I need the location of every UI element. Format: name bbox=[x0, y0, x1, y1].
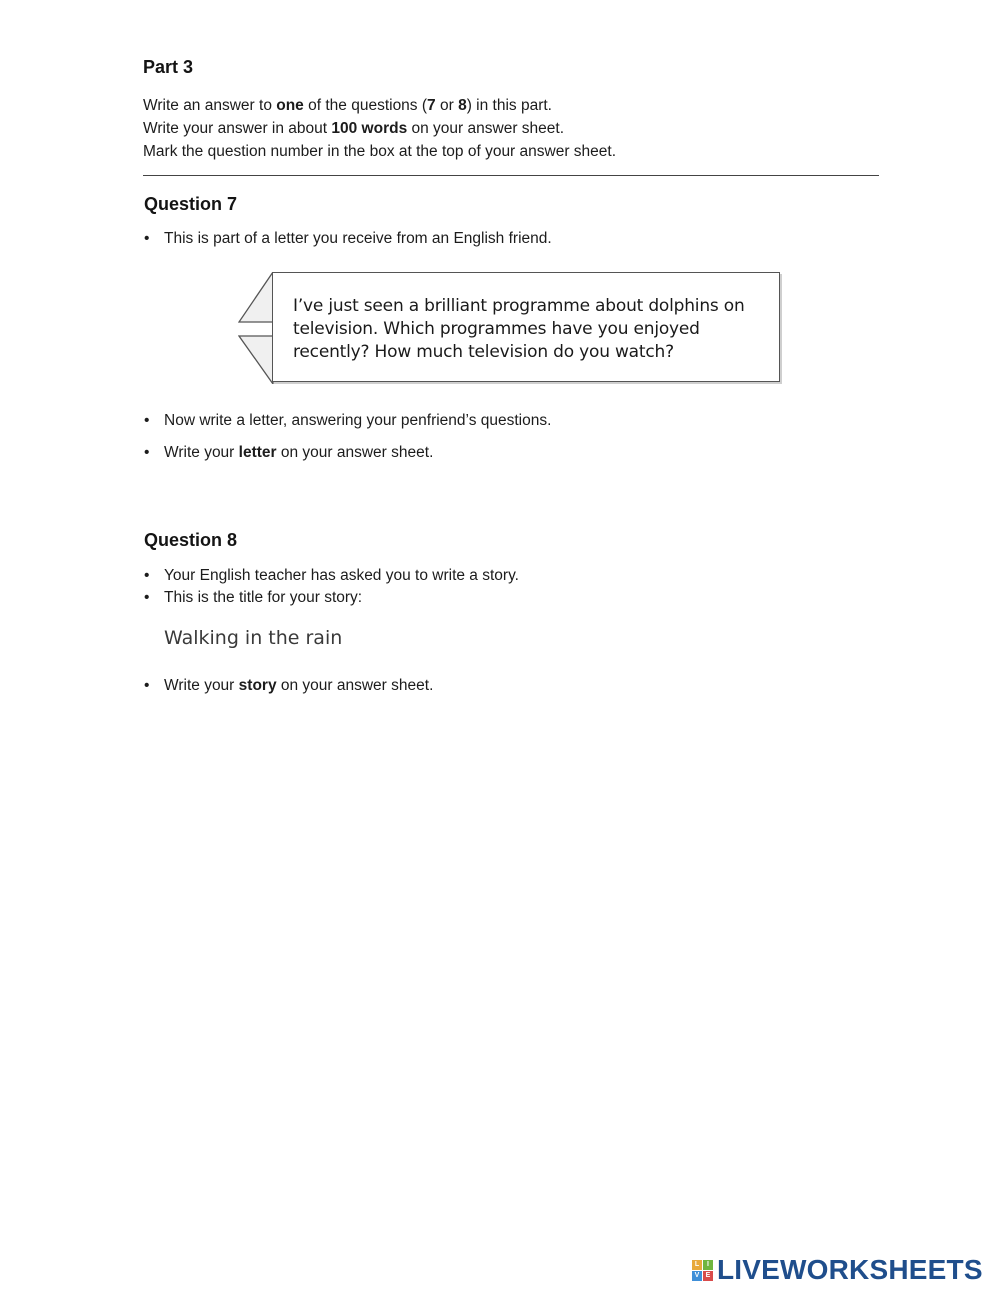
letter-text bbox=[293, 295, 767, 364]
part-title: Part 3 bbox=[143, 57, 194, 77]
question7-intro: • This is part of a letter you receive from an English friend. bbox=[144, 230, 552, 247]
instruction-line: Write an answer to one of the questions (7 or 8) in this part. bbox=[143, 97, 552, 114]
question8-title: Question 8 bbox=[144, 530, 238, 550]
bullet-icon: • bbox=[144, 444, 150, 461]
question8-bullet-2: • This is the title for your story: bbox=[144, 589, 363, 606]
logo-mark-icon: L I V E bbox=[692, 1260, 713, 1281]
divider bbox=[143, 175, 879, 176]
bullet-icon: • bbox=[144, 677, 150, 694]
liveworksheets-logo[interactable] bbox=[692, 1255, 983, 1285]
part-instructions bbox=[143, 94, 616, 163]
question7-bullet-3: • Write your letter on your answer sheet. bbox=[144, 444, 434, 461]
question7-bullet-2: • Now write a letter, answering your penfriend’s questions. bbox=[144, 412, 552, 429]
question8-bullet-1: • Your English teacher has asked you to write a story. bbox=[144, 567, 519, 584]
letter-excerpt bbox=[272, 272, 780, 382]
letter-line: recently? How much television do you watch? bbox=[293, 342, 674, 362]
bullet-icon: • bbox=[144, 412, 150, 429]
logo-text: LIVEWORKSHEETS bbox=[717, 1254, 983, 1285]
question8-bullet-3: • Write your story on your answer sheet. bbox=[144, 677, 434, 694]
instruction-line: Write your answer in about 100 words on your answer sheet. bbox=[143, 120, 565, 137]
question7-title: Question 7 bbox=[144, 194, 238, 214]
letter-line: television. Which programmes have you enjoyed bbox=[293, 319, 700, 339]
bullet-icon: • bbox=[144, 230, 150, 247]
bullet-icon: • bbox=[144, 567, 150, 584]
bullet-icon: • bbox=[144, 589, 150, 606]
story-title: Walking in the rain bbox=[164, 627, 343, 649]
letter-line: I’ve just seen a brilliant programme about dolphins on bbox=[293, 296, 745, 316]
instruction-line: Mark the question number in the box at the top of your answer sheet. bbox=[143, 143, 617, 160]
